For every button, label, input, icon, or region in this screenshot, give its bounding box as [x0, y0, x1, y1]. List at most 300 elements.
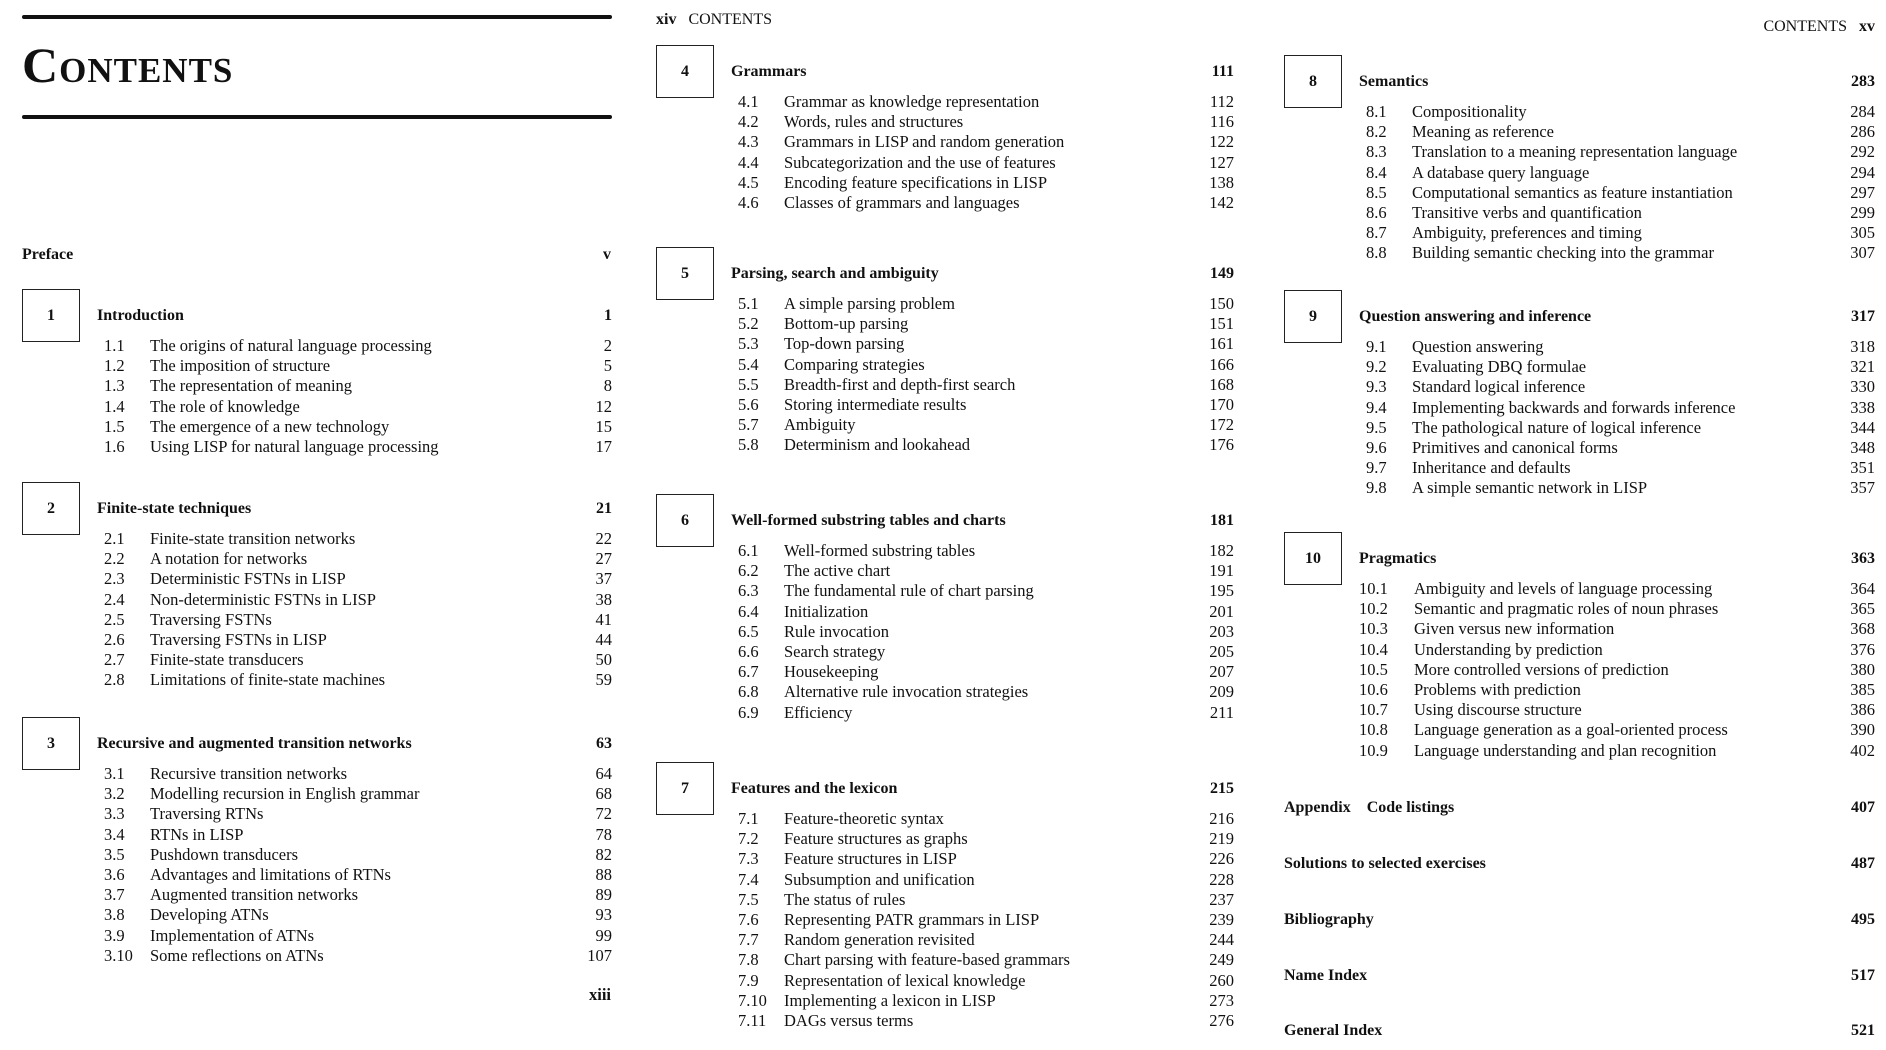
- section-title: Subsumption and unification: [784, 869, 975, 889]
- section-page: 116: [1209, 112, 1234, 132]
- section-title: Implementing a lexicon in LISP: [784, 990, 996, 1010]
- title-underline-rule: [22, 115, 612, 119]
- section-number: 3.7: [104, 885, 125, 905]
- section-page: 244: [1209, 930, 1234, 950]
- chapter-page: 149: [1210, 265, 1234, 282]
- section-number: 6.8: [738, 682, 759, 702]
- section-number: 10.3: [1359, 619, 1388, 639]
- chapter-number: 8: [1309, 72, 1317, 90]
- section-title: Building semantic checking into the grammar: [1412, 243, 1714, 263]
- section-title: Bottom-up parsing: [784, 314, 909, 334]
- section-title: The status of rules: [784, 889, 906, 909]
- section-number: 8.6: [1366, 203, 1387, 222]
- section-number: 7.5: [738, 889, 759, 909]
- chapter-page: 283: [1851, 73, 1875, 90]
- section-title: Classes of grammars and languages: [784, 193, 1020, 212]
- section-page: 273: [1209, 990, 1234, 1010]
- section-title: The role of knowledge: [150, 396, 300, 416]
- section-page: 89: [595, 885, 612, 905]
- section-title: Traversing FSTNs: [150, 609, 272, 629]
- section-number: 1.2: [104, 356, 125, 376]
- chapter-title[interactable]: Parsing, search and ambiguity: [731, 265, 939, 282]
- section-number: 7.4: [738, 869, 759, 889]
- section-page: 64: [595, 764, 612, 783]
- chapter-page: 363: [1851, 550, 1875, 567]
- section-page: 344: [1850, 417, 1875, 437]
- section-page: 330: [1850, 377, 1875, 397]
- section-title: Encoding feature specifications in LISP: [784, 172, 1048, 192]
- section-page: 219: [1209, 829, 1234, 849]
- section-number: 9.1: [1366, 337, 1387, 356]
- section-number: 9.6: [1366, 438, 1387, 457]
- section-title: Developing ATNs: [150, 905, 269, 925]
- section-page: 172: [1209, 415, 1234, 435]
- section-number: 5.3: [738, 334, 759, 354]
- section-title: A database query language: [1412, 162, 1590, 182]
- section-number: 9.3: [1366, 377, 1387, 397]
- section-page: 38: [595, 589, 612, 609]
- section-page: 249: [1209, 950, 1234, 970]
- section-number: 8.1: [1366, 102, 1387, 121]
- section-page: 27: [595, 549, 612, 569]
- section-number: 5.7: [738, 415, 759, 435]
- section-number: 1.3: [104, 376, 125, 396]
- section-page: 305: [1850, 223, 1875, 243]
- chapter-title[interactable]: Finite-state techniques: [97, 500, 252, 517]
- chapter-page: 1: [604, 307, 612, 324]
- chapter-title[interactable]: Introduction: [97, 307, 184, 324]
- section-number: 7.8: [738, 950, 759, 970]
- section-page: 276: [1209, 1011, 1234, 1030]
- chapter-number: 1: [47, 306, 55, 324]
- section-title: Finite-state transition networks: [150, 529, 356, 548]
- top-rule: [22, 15, 612, 19]
- section-page: 216: [1209, 809, 1234, 828]
- section-number: 7.10: [738, 990, 767, 1010]
- chapter-title[interactable]: Recursive and augmented transition networks: [97, 735, 412, 752]
- running-head-label: CONTENTS: [688, 11, 773, 28]
- chapter-title[interactable]: Grammars: [731, 63, 807, 80]
- section-number: 2.4: [104, 589, 125, 609]
- solutions-page: 487: [1851, 855, 1875, 872]
- section-title: Advantages and limitations of RTNs: [150, 865, 391, 884]
- section-number: 6.3: [738, 581, 759, 601]
- section-number: 2.2: [104, 549, 125, 569]
- section-title: A notation for networks: [150, 549, 308, 569]
- section-page: 368: [1850, 619, 1875, 639]
- section-page: 166: [1209, 354, 1234, 374]
- section-number: 1.6: [104, 437, 125, 456]
- section-number: 9.4: [1366, 397, 1387, 417]
- section-page: 176: [1209, 435, 1234, 455]
- section-title: Meaning as reference: [1412, 122, 1554, 142]
- section-number: 10.9: [1359, 740, 1388, 760]
- section-page: 161: [1209, 334, 1234, 354]
- section-number: 8.4: [1366, 162, 1387, 182]
- section-title: Grammars in LISP and random generation: [784, 132, 1065, 152]
- section-number: 5.8: [738, 435, 759, 455]
- section-title: Inheritance and defaults: [1412, 458, 1571, 478]
- section-title: Random generation revisited: [784, 930, 975, 950]
- section-page: 112: [1209, 92, 1234, 111]
- section-title: Translation to a meaning representation language: [1412, 142, 1738, 162]
- chapter-number-box: [1284, 290, 1342, 343]
- section-number: 8.2: [1366, 122, 1387, 142]
- section-page: 15: [595, 416, 612, 436]
- section-number: 10.1: [1359, 579, 1388, 598]
- section-number: 4.4: [738, 152, 759, 172]
- section-number: 7.11: [738, 1011, 767, 1030]
- section-title: Rule invocation: [784, 621, 889, 641]
- chapter-number: 3: [47, 734, 55, 752]
- section-title: A simple parsing problem: [784, 294, 955, 313]
- section-title: Using LISP for natural language processing: [150, 437, 439, 456]
- section-page: 168: [1209, 374, 1234, 394]
- section-title: Some reflections on ATNs: [150, 945, 324, 965]
- chapter-page: 215: [1210, 780, 1234, 797]
- section-number: 6.4: [738, 601, 759, 621]
- section-number: 7.2: [738, 829, 759, 849]
- chapter-number-box: [22, 717, 80, 770]
- chapter-page: 21: [596, 500, 612, 517]
- section-title: The emergence of a new technology: [150, 416, 390, 436]
- section-page: 107: [587, 945, 612, 965]
- section-number: 8.5: [1366, 182, 1387, 202]
- section-number: 10.2: [1359, 599, 1388, 619]
- section-title: Alternative rule invocation strategies: [784, 682, 1029, 702]
- section-title: Grammar as knowledge representation: [784, 92, 1040, 111]
- toc-entry-bibliography[interactable]: Bibliography: [1284, 911, 1374, 928]
- chapter-number: 6: [681, 511, 689, 529]
- chapter-number: 2: [47, 499, 55, 517]
- section-number: 7.9: [738, 970, 759, 990]
- section-title: A simple semantic network in LISP: [1412, 478, 1648, 498]
- section-number: 5.6: [738, 395, 759, 414]
- section-page: 207: [1209, 662, 1234, 682]
- section-page: 203: [1209, 621, 1234, 641]
- section-page: 402: [1850, 740, 1875, 760]
- section-number: 8.7: [1366, 223, 1387, 243]
- chapter-title[interactable]: Features and the lexicon: [731, 780, 898, 797]
- section-number: 2.3: [104, 569, 125, 589]
- appendix-subtitle: Code listings: [1366, 799, 1455, 816]
- page-folio: xv: [1859, 18, 1875, 35]
- section-title: Limitations of finite-state machines: [150, 670, 386, 690]
- section-title: Efficiency: [784, 702, 853, 722]
- chapter-page: 181: [1210, 512, 1234, 529]
- section-number: 3.2: [104, 784, 125, 804]
- section-number: 3.6: [104, 865, 125, 884]
- section-number: 10.8: [1359, 720, 1388, 740]
- section-number: 3.5: [104, 844, 125, 864]
- section-page: 205: [1209, 642, 1234, 661]
- section-title: Feature structures in LISP: [784, 849, 957, 869]
- section-number: 2.5: [104, 609, 125, 629]
- running-head: [656, 12, 772, 28]
- section-title: Housekeeping: [784, 662, 879, 682]
- section-title: Search strategy: [784, 642, 886, 661]
- section-number: 3.8: [104, 905, 125, 925]
- section-page: 182: [1209, 541, 1234, 560]
- chapter-number-box: [1284, 55, 1342, 108]
- toc-entry-solutions[interactable]: Solutions to selected exercises: [1284, 855, 1486, 872]
- section-page: 385: [1850, 680, 1875, 699]
- section-page: 72: [595, 804, 612, 824]
- general-index-page: 521: [1851, 1022, 1875, 1039]
- section-page: 50: [595, 650, 612, 670]
- section-title: Understanding by prediction: [1414, 639, 1603, 659]
- section-title: Language understanding and plan recognition: [1414, 740, 1717, 760]
- section-number: 4.3: [738, 132, 759, 152]
- section-number: 7.1: [738, 809, 759, 828]
- name-index-page: 517: [1851, 967, 1875, 984]
- section-number: 4.5: [738, 172, 759, 192]
- section-page: 41: [595, 609, 612, 629]
- page-folio: xiv: [656, 11, 677, 28]
- toc-entry-appendix[interactable]: [1284, 798, 1454, 818]
- section-page: 170: [1209, 395, 1234, 414]
- section-page: 348: [1850, 438, 1875, 457]
- chapter-page: 111: [1211, 63, 1234, 80]
- section-title: Transitive verbs and quantification: [1412, 203, 1642, 222]
- section-title: The fundamental rule of chart parsing: [784, 581, 1034, 601]
- section-page: 93: [595, 905, 612, 925]
- section-number: 6.9: [738, 702, 759, 722]
- section-page: 82: [595, 844, 612, 864]
- section-number: 5.5: [738, 374, 759, 394]
- section-title: Recursive transition networks: [150, 764, 348, 783]
- section-page: 286: [1850, 122, 1875, 142]
- section-title: Storing intermediate results: [784, 395, 967, 414]
- section-title: Finite-state transducers: [150, 650, 304, 670]
- section-page: 5: [603, 356, 612, 376]
- section-page: 239: [1209, 910, 1234, 929]
- running-head-label: CONTENTS: [1763, 18, 1847, 35]
- section-title: Traversing RTNs: [150, 804, 264, 824]
- section-page: 226: [1209, 849, 1234, 869]
- section-page: 44: [595, 630, 612, 649]
- section-title: Using discourse structure: [1414, 700, 1582, 720]
- section-title: Ambiguity and levels of language processing: [1414, 579, 1713, 598]
- section-title: Implementation of ATNs: [150, 925, 315, 945]
- section-number: 2.1: [104, 529, 125, 548]
- section-page: 284: [1850, 102, 1875, 121]
- section-title: Breadth-first and depth-first search: [784, 374, 1016, 394]
- section-title: Evaluating DBQ formulae: [1412, 357, 1587, 377]
- section-page: 386: [1850, 700, 1875, 720]
- section-page: 321: [1850, 357, 1875, 377]
- section-title: RTNs in LISP: [150, 824, 244, 844]
- section-page: 376: [1850, 639, 1875, 659]
- section-title: The origins of natural language processing: [150, 336, 432, 355]
- section-page: 299: [1850, 203, 1875, 222]
- chapter-page: 63: [596, 735, 612, 752]
- section-page: 17: [595, 437, 612, 456]
- section-number: 9.8: [1366, 478, 1387, 498]
- section-page: 390: [1850, 720, 1875, 740]
- section-title: The representation of meaning: [150, 376, 353, 396]
- section-page: 2: [603, 336, 612, 355]
- section-number: 4.1: [738, 92, 759, 111]
- section-page: 209: [1209, 682, 1234, 702]
- section-number: 10.6: [1359, 680, 1388, 699]
- section-title: The pathological nature of logical inference: [1412, 417, 1702, 437]
- section-page: 211: [1209, 702, 1234, 722]
- section-page: 122: [1209, 132, 1234, 152]
- section-number: 8.3: [1366, 142, 1387, 162]
- section-page: 99: [595, 925, 612, 945]
- section-number: 4.6: [738, 193, 759, 212]
- section-page: 294: [1850, 162, 1875, 182]
- section-number: 3.10: [104, 945, 133, 965]
- section-title: Ambiguity: [784, 415, 856, 435]
- section-title: Subcategorization and the use of features: [784, 152, 1056, 172]
- section-page: 380: [1850, 659, 1875, 679]
- section-page: 191: [1209, 561, 1234, 581]
- preface-label: Preface: [22, 246, 74, 263]
- section-page: 201: [1209, 601, 1234, 621]
- section-page: 351: [1850, 458, 1875, 478]
- chapter-number-box: [1284, 532, 1342, 585]
- chapter-number-box: [656, 247, 714, 300]
- section-number: 6.6: [738, 642, 759, 661]
- section-title: Traversing FSTNs in LISP: [150, 630, 327, 649]
- appendix-label: Appendix: [1284, 799, 1351, 816]
- section-number: 7.7: [738, 930, 759, 950]
- section-page: 338: [1850, 397, 1875, 417]
- chapter-page: 317: [1851, 308, 1875, 325]
- section-title: Chart parsing with feature-based grammars: [784, 950, 1070, 970]
- section-number: 2.8: [104, 670, 125, 690]
- bibliography-page: 495: [1851, 911, 1875, 928]
- chapter-number-box: [22, 289, 80, 342]
- page-folio: xiii: [588, 985, 611, 1004]
- section-number: 5.1: [738, 294, 759, 313]
- section-title: Given versus new information: [1414, 619, 1615, 639]
- section-number: 2.6: [104, 630, 125, 649]
- section-title: Standard logical inference: [1412, 377, 1586, 397]
- section-number: 7.6: [738, 910, 759, 929]
- chapter-number: 9: [1309, 307, 1317, 325]
- section-page: 364: [1850, 579, 1875, 598]
- chapter-number-box: [656, 45, 714, 98]
- preface-page: v: [603, 246, 611, 263]
- chapter-number-box: [22, 482, 80, 535]
- section-title: Problems with prediction: [1414, 680, 1581, 699]
- section-number: 4.2: [738, 112, 759, 132]
- section-title: Feature structures as graphs: [784, 829, 968, 849]
- section-title: The imposition of structure: [150, 356, 331, 376]
- section-title: Implementing backwards and forwards inference: [1412, 397, 1736, 417]
- section-title: Well-formed substring tables: [784, 541, 976, 560]
- chapter-title[interactable]: Pragmatics: [1359, 550, 1437, 567]
- section-page: 260: [1209, 970, 1234, 990]
- section-title: Computational semantics as feature instantiation: [1412, 182, 1733, 202]
- running-head: [1700, 19, 1875, 35]
- section-number: 6.1: [738, 541, 759, 560]
- section-page: 22: [595, 529, 612, 548]
- chapter-number: 5: [681, 264, 689, 282]
- toc-entry-name-index[interactable]: Name Index: [1284, 967, 1368, 984]
- section-page: 365: [1850, 599, 1875, 619]
- section-number: 10.5: [1359, 659, 1388, 679]
- chapter-number-box: [656, 762, 714, 815]
- chapter-number: 7: [681, 779, 689, 797]
- section-page: 318: [1850, 337, 1875, 356]
- appendix-page: 407: [1851, 799, 1875, 816]
- chapter-number: 4: [681, 62, 689, 80]
- section-number: 6.5: [738, 621, 759, 641]
- section-page: 8: [603, 376, 612, 396]
- section-page: 150: [1209, 294, 1234, 313]
- section-title: Feature-theoretic syntax: [784, 809, 944, 828]
- section-number: 10.7: [1359, 700, 1388, 720]
- section-number: 3.4: [104, 824, 125, 844]
- section-number: 10.4: [1359, 639, 1388, 659]
- section-page: 195: [1209, 581, 1234, 601]
- section-title: Semantic and pragmatic roles of noun phrases: [1414, 599, 1719, 619]
- section-title: The active chart: [784, 561, 891, 581]
- section-page: 78: [595, 824, 612, 844]
- section-title: Augmented transition networks: [150, 885, 359, 905]
- section-title: Top-down parsing: [784, 334, 905, 354]
- chapter-title[interactable]: Well-formed substring tables and charts: [731, 512, 1006, 529]
- section-title: More controlled versions of prediction: [1414, 659, 1669, 679]
- section-number: 3.9: [104, 925, 125, 945]
- section-number: 5.4: [738, 354, 759, 374]
- section-page: 237: [1209, 889, 1234, 909]
- section-title: Modelling recursion in English grammar: [150, 784, 420, 804]
- section-number: 7.3: [738, 849, 759, 869]
- section-page: 88: [595, 865, 612, 884]
- section-title: Compositionality: [1412, 102, 1527, 121]
- section-number: 9.2: [1366, 357, 1387, 377]
- section-page: 127: [1209, 152, 1234, 172]
- section-title: Primitives and canonical forms: [1412, 438, 1618, 457]
- section-page: 297: [1850, 182, 1875, 202]
- section-page: 12: [595, 396, 612, 416]
- section-page: 37: [595, 569, 612, 589]
- section-page: 151: [1209, 314, 1234, 334]
- chapter-title[interactable]: Semantics: [1359, 73, 1429, 90]
- section-page: 59: [595, 670, 612, 690]
- section-title: Determinism and lookahead: [784, 435, 971, 455]
- section-title: Question answering: [1412, 337, 1544, 356]
- section-page: 138: [1209, 172, 1234, 192]
- toc-entry-general-index[interactable]: General Index: [1284, 1022, 1383, 1039]
- section-number: 5.2: [738, 314, 759, 334]
- section-title: Comparing strategies: [784, 354, 925, 374]
- section-number: 8.8: [1366, 243, 1387, 263]
- section-page: 357: [1850, 478, 1875, 498]
- chapter-title[interactable]: Question answering and inference: [1359, 308, 1592, 325]
- section-number: 3.3: [104, 804, 125, 824]
- section-number: 9.5: [1366, 417, 1387, 437]
- section-number: 1.5: [104, 416, 125, 436]
- section-number: 6.7: [738, 662, 759, 682]
- section-number: 9.7: [1366, 458, 1387, 478]
- section-title: DAGs versus terms: [784, 1011, 914, 1030]
- section-title: Pushdown transducers: [150, 844, 299, 864]
- section-number: 2.7: [104, 650, 125, 670]
- section-number: 1.1: [104, 336, 125, 355]
- section-title: Representation of lexical knowledge: [784, 970, 1026, 990]
- section-title: Language generation as a goal-oriented process: [1414, 720, 1728, 740]
- toc-entry-preface[interactable]: [22, 245, 73, 265]
- chapter-number-box: [656, 494, 714, 547]
- section-title: Deterministic FSTNs in LISP: [150, 569, 346, 589]
- section-number: 3.1: [104, 764, 125, 783]
